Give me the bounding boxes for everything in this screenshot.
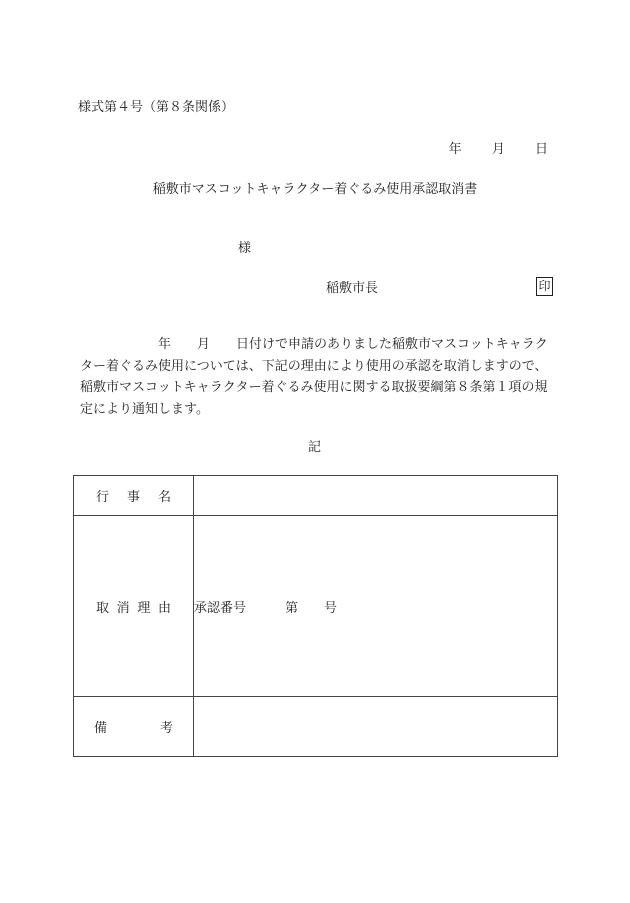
reason-label-char: 消 xyxy=(116,600,130,616)
notice-body: 年 月 日付けで申請のありました稲敷市マスコットキャラクター着ぐるみ使用については、下記の理由により使用の承認を取消しますので、稲敷市マスコットキャラクター着ぐるみ使用に関する取扱要綱第８条第１項の規定により通知します。 xyxy=(80,337,548,417)
event-name-field[interactable] xyxy=(194,476,558,516)
remarks-label-char: 考 xyxy=(159,721,173,736)
ki-heading: 記 xyxy=(308,440,322,455)
event-label-char: 名 xyxy=(157,490,171,505)
addressee-suffix: 様 xyxy=(238,241,252,256)
date-year: 年 xyxy=(448,142,462,157)
event-label-char: 事 xyxy=(126,490,140,505)
date-day: 日 xyxy=(534,142,548,157)
details-table xyxy=(73,475,558,757)
remarks-label xyxy=(74,697,194,757)
event-label-char: 行 xyxy=(96,490,110,505)
date-line xyxy=(423,138,548,157)
issuer-name: 稲敷市長 xyxy=(326,281,379,296)
reason-label xyxy=(74,516,194,697)
event-name-label xyxy=(74,476,194,516)
seal-stamp: 印 xyxy=(536,277,553,296)
reason-label-char: 取 xyxy=(96,600,110,616)
table-row-reason xyxy=(74,516,558,697)
reason-field[interactable] xyxy=(194,516,558,697)
approval-number: 承認番号 第 号 xyxy=(194,600,338,616)
date-month: 月 xyxy=(491,142,505,157)
document-title: 稲敷市マスコットキャラクター着ぐるみ使用承認取消書 xyxy=(152,182,478,197)
remarks-label-char: 備 xyxy=(94,721,108,736)
reason-label-char: 理 xyxy=(137,600,151,616)
table-row-remarks xyxy=(74,697,558,757)
reason-label-char: 由 xyxy=(157,600,171,616)
remarks-field[interactable] xyxy=(194,697,558,757)
form-number: 様式第４号（第８条関係） xyxy=(78,100,235,115)
table-row-event xyxy=(74,476,558,516)
